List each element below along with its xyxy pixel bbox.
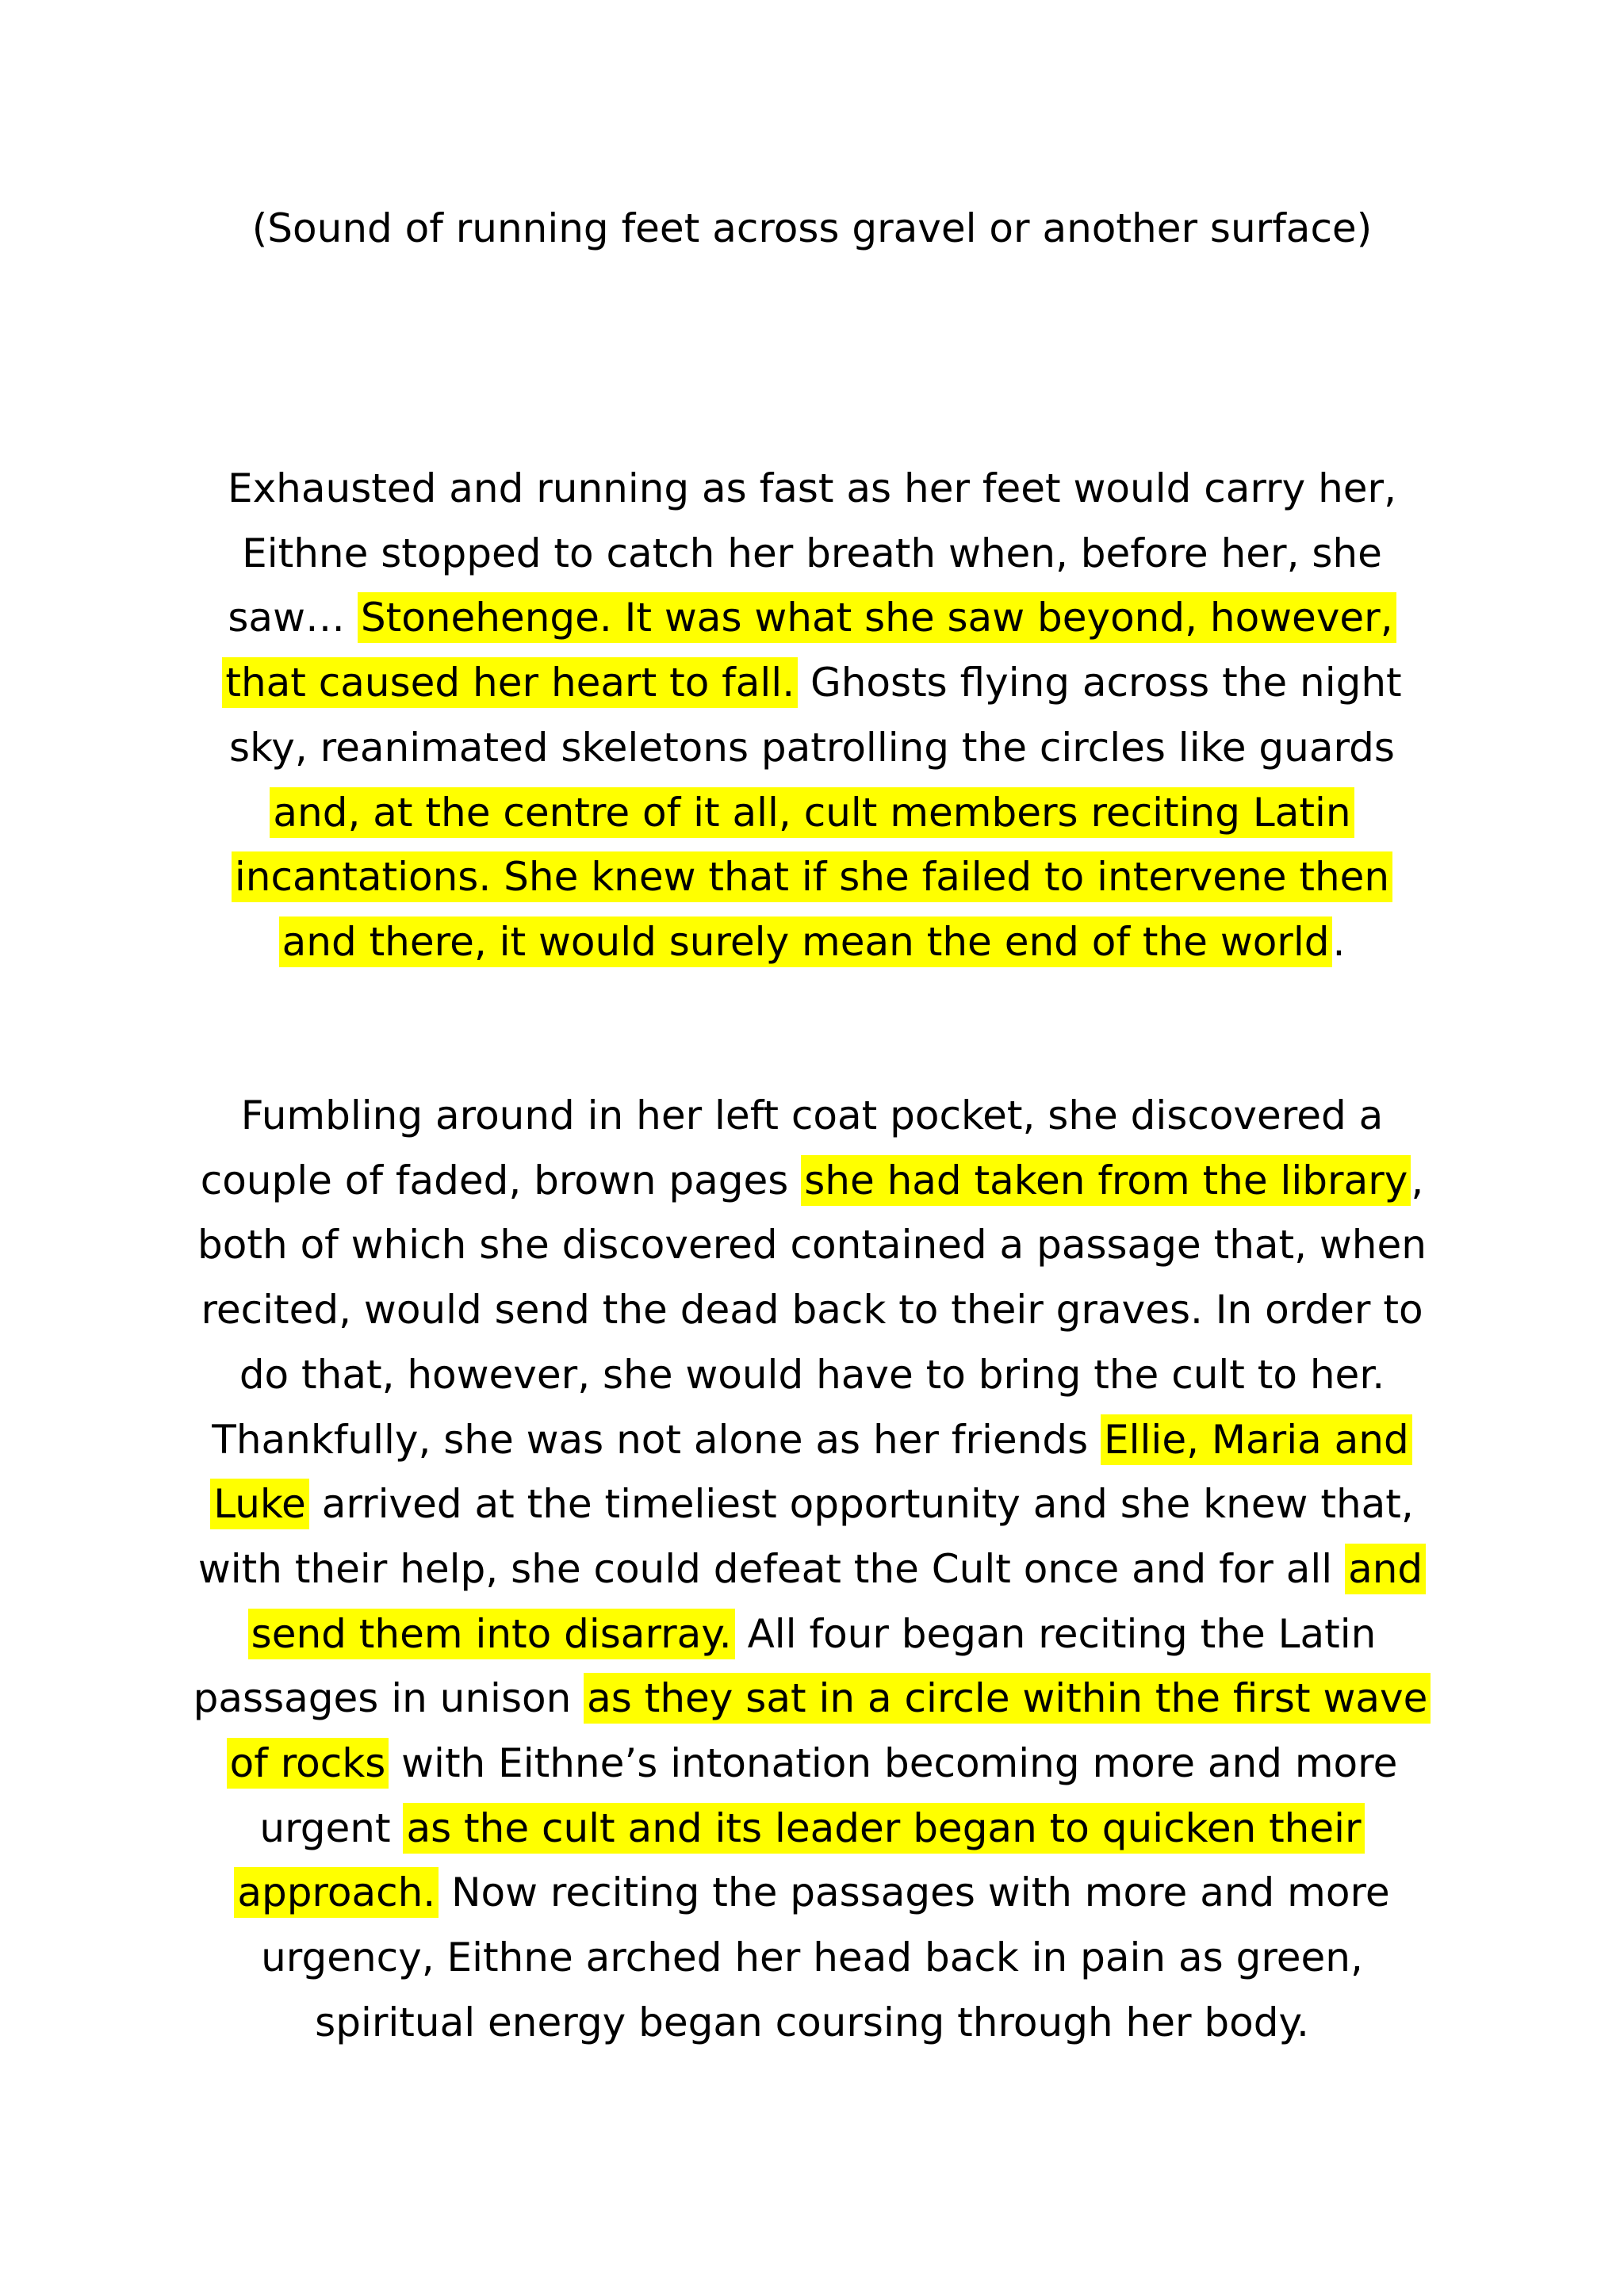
text-line (159, 1667, 1465, 1732)
text-line (159, 1213, 1465, 1278)
text-segment: All four began reciting the Latin (734, 1610, 1377, 1657)
text-segment: , (1411, 1157, 1424, 1203)
text-line (159, 1797, 1465, 1862)
highlighted-text: that caused her heart to fall. (222, 657, 798, 708)
highlighted-text: and (1345, 1544, 1426, 1594)
text-segment: Fumbling around in her left coat pocket, she discovered a (240, 1093, 1384, 1138)
text-segment: do that, however, she would have to bring the cult to her. (239, 1351, 1385, 1398)
text-segment: . (1332, 918, 1346, 965)
text-line (159, 457, 1465, 522)
text-segment: couple of faded, brown pages (200, 1157, 802, 1203)
highlighted-text: as they sat in a circle within the first wave (584, 1673, 1431, 1724)
text-line (159, 522, 1465, 587)
text-line (159, 651, 1465, 716)
text-line (159, 1084, 1465, 1149)
text-line (159, 1602, 1465, 1667)
text-segment: both of which she discovered contained a passage that, when (197, 1222, 1427, 1269)
text-segment: Exhausted and running as fast as her feet would carry her, (228, 465, 1396, 511)
scene-direction-heading: (Sound of running feet across gravel or another surface) (251, 205, 1373, 251)
highlighted-text: send them into disarray. (248, 1609, 735, 1659)
highlighted-text: approach. (234, 1867, 439, 1918)
text-segment: urgency, Eithne arched her head back in pain as green, (261, 1934, 1363, 1981)
text-line (159, 1149, 1465, 1214)
text-line (159, 1278, 1465, 1343)
text-segment: Eithne stopped to catch her breath when, before her, she (242, 530, 1382, 576)
highlighted-text: Luke (210, 1479, 309, 1529)
highlighted-text: she had taken from the library (801, 1155, 1411, 1206)
text-segment: Now reciting the passages with more and more (439, 1869, 1390, 1916)
text-line (159, 1537, 1465, 1602)
highlighted-text: Stonehenge. It was what she saw beyond, however, (358, 592, 1396, 643)
text-line (159, 716, 1465, 781)
text-segment: sky, reanimated skeletons patrolling the circles like guards (229, 724, 1395, 771)
text-segment: Ghosts flying across the night (798, 660, 1402, 706)
text-line (159, 910, 1465, 975)
text-line (159, 1472, 1465, 1537)
highlighted-text: Ellie, Maria and (1101, 1414, 1412, 1465)
text-line (159, 1991, 1465, 2056)
text-line (159, 586, 1465, 651)
text-segment: arrived at the timeliest opportunity and she knew that, (308, 1481, 1414, 1528)
text-line (159, 1732, 1465, 1797)
highlighted-text: as the cult and its leader began to quicken their (403, 1803, 1364, 1854)
text-line (159, 1861, 1465, 1926)
text-line (159, 1926, 1465, 1991)
text-segment: with Eithne’s intonation becoming more and more (389, 1740, 1398, 1787)
paragraph-1 (159, 457, 1465, 975)
text-line (159, 845, 1465, 910)
paragraph-2 (159, 1084, 1465, 2056)
highlighted-text: of rocks (227, 1738, 389, 1789)
text-segment: saw… (228, 595, 358, 641)
text-segment: urgent (259, 1804, 404, 1851)
highlighted-text: incantations. She knew that if she failed to intervene then (232, 851, 1392, 902)
highlighted-text: and, at the centre of it all, cult members reciting Latin (270, 787, 1354, 838)
text-segment: spiritual energy began coursing through her body. (315, 1999, 1309, 2045)
text-segment: with their help, she could defeat the Cult once and for all (197, 1545, 1346, 1592)
text-segment: passages in unison (193, 1675, 584, 1722)
text-line (159, 1408, 1465, 1473)
text-line (159, 781, 1465, 846)
text-segment: recited, would send the dead back to their graves. In order to (201, 1287, 1423, 1334)
highlighted-text: and there, it would surely mean the end of the world (279, 916, 1333, 967)
text-line (159, 1343, 1465, 1408)
text-segment: Thankfully, she was not alone as her friends (212, 1416, 1101, 1463)
